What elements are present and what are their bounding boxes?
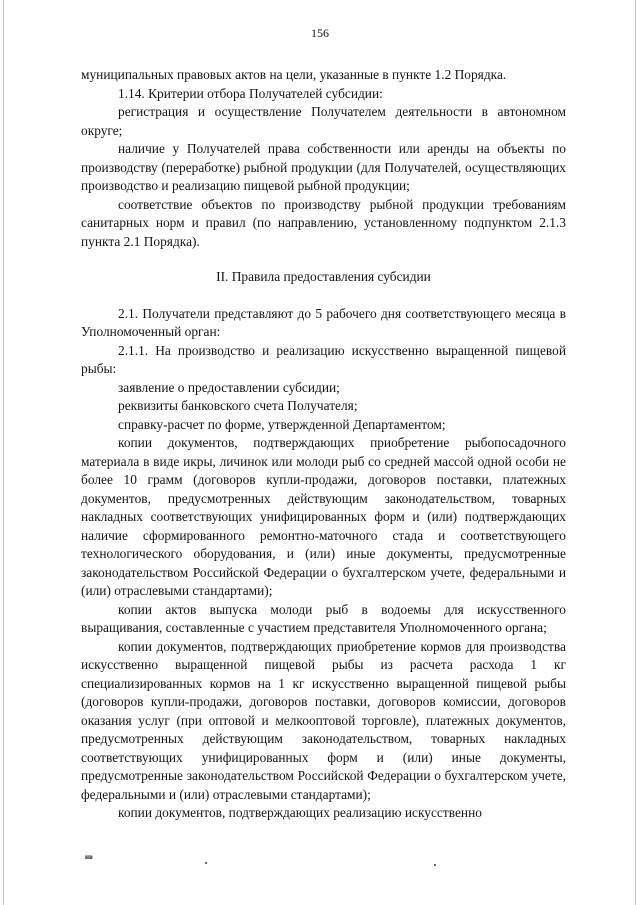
document-body: [81, 66, 566, 823]
list-item-sales-documents: копии документов, подтверждающих реализацию искусственно: [118, 805, 482, 820]
footer-initials: нв: [85, 853, 93, 861]
scan-speck: [205, 862, 207, 864]
list-item-calculation: справку-расчет по форме, утвержденной Департаментом;: [118, 416, 446, 432]
list-item-feed-documents: копии документов, подтверждающих приобретение кормов для производства искусственно выращенной пищевой рыбы из расчета расхода 1 кг специализированных кормов на 1 кг искусственно выращенной пищевой рыбы (договоров купли-продажи, договоров поставки, договоров комиссии, договоров оказания услуг (при оптовой и мелкооптовой торговле), платежных документов, предусмотренных действующим законодательством, товарных накладных соответствующих унифицированных форм и (или) иные документы, предусмотренные законодательством Российской Федерации о бухгалтерском учете, федеральными и (или) отраслевыми стандартами);: [81, 638, 566, 802]
list-item-release-acts: копии актов выпуска молоди рыб в водоемы для искусственного выращивания, составленные с участием представителя Уполномоченного органа;: [81, 601, 566, 635]
paragraph-criterion-sanitary: соответствие объектов по производству рыбной продукции требованиям санитарных норм и правил (по направлению, установленному подпунктом 2.1.3 пункта 2.1 Порядка).: [81, 196, 566, 249]
scan-left-edge: [3, 0, 4, 905]
paragraph-2-1-1: 2.1.1. На производство и реализацию искусственно выращенной пищевой рыбы:: [81, 342, 566, 376]
section-heading: II. Правила предоставления субсидии: [216, 269, 431, 284]
paragraph-criterion-registration: регистрация и осуществление Получателем деятельности в автономном округе;: [81, 104, 566, 138]
paragraph-continuation: муниципальных правовых актов на цели, указанные в пункте 1.2 Порядка.: [81, 67, 507, 82]
paragraph-2-1: 2.1. Получатели представляют до 5 рабочего дня соответствующего месяца в Уполномоченный орган:: [81, 305, 566, 339]
page-number: 156: [311, 26, 329, 40]
list-item-stocking-material: копии документов, подтверждающих приобретение рыбопосадочного материала в виде икры, личинок или молоди рыб со средней массой одной особи не более 10 грамм (договоров купли-продажи, договоров поставки, платежных документов, предусмотренных действующим законодательством, товарных накладных соответствующих унифицированных форм и (или) подтверждающих наличие сформированного ремонтно-маточного стада и соответствующего технологического оборудования, и (или) иные документы, предусмотренные законодательством Российской Федерации о бухгалтерском учете, федеральными и (или) отраслевыми стандартами);: [81, 435, 566, 598]
list-item-application: заявление о предоставлении субсидии;: [118, 379, 340, 395]
scan-speck: [434, 864, 436, 866]
scan-right-edge: [635, 0, 636, 905]
paragraph-criterion-ownership: наличие у Получателей права собственности или аренды на объекты по производству (переработке) рыбной продукции (для Получателей, осуществляющих производство и реализацию пищевой рыбной продукции;: [81, 141, 566, 193]
list-item-bank-details: реквизиты банковского счета Получателя;: [118, 398, 358, 413]
paragraph-criteria-heading: 1.14. Критерии отбора Получателей субсидии:: [118, 85, 383, 101]
